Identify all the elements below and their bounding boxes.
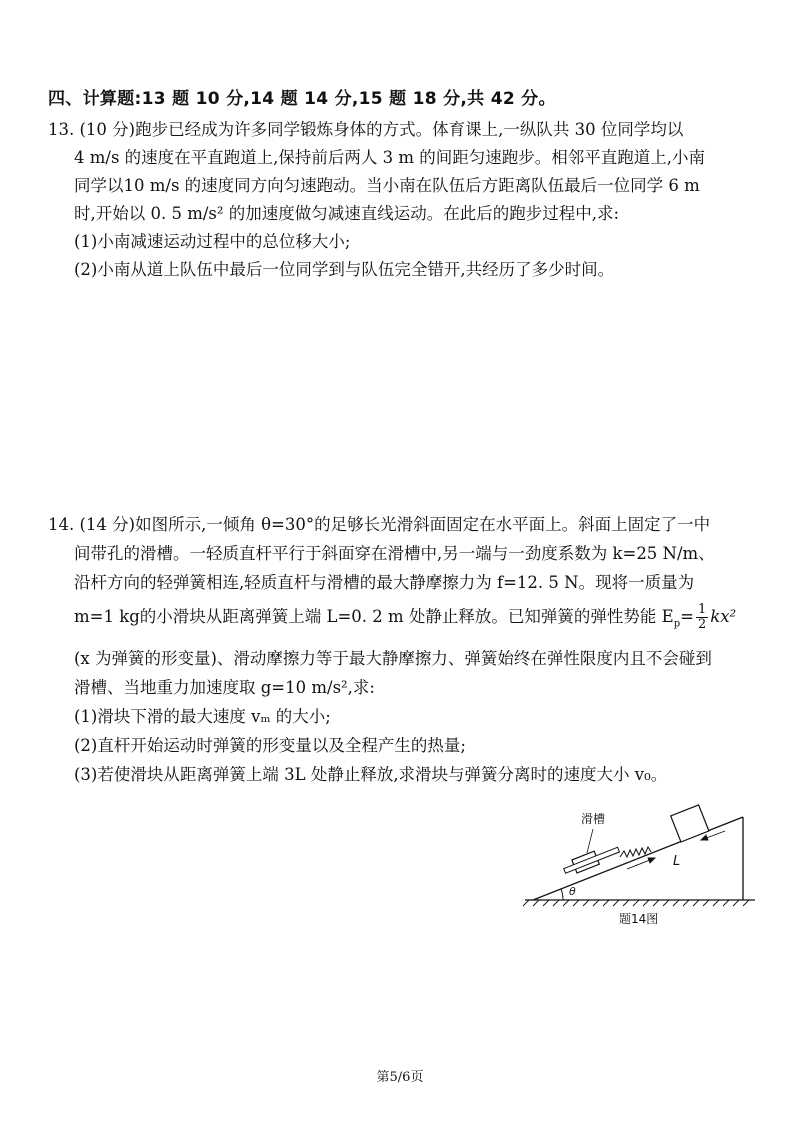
q13-line-3: 同学以10 m/s 的速度同方向匀速跑动。当小南在队伍后方距离队伍最后一位同学 6 m — [74, 176, 700, 195]
fraction-numerator: 1 — [697, 602, 707, 617]
angle-arc — [561, 889, 563, 900]
slot-leader-line — [587, 829, 593, 853]
q14-line-1: 14. (14 分)如图所示,一倾角 θ=30°的足够长光滑斜面固定在水平面上。斜面上固定了一中 — [48, 515, 711, 534]
fraction-denominator: 2 — [697, 617, 707, 632]
question-13 — [48, 116, 758, 284]
distance-L-label: L — [673, 854, 681, 869]
q14-ep-subscript: p — [673, 618, 681, 630]
slot-label: 滑槽 — [581, 812, 606, 826]
question-14 — [48, 510, 758, 789]
q13-subquestion-1: (1)小南减速运动过程中的总位移大小; — [74, 232, 351, 251]
q14-kx2: kx² — [710, 607, 737, 626]
q14-line-5: (x 为弹簧的形变量)、滑动摩擦力等于最大静摩擦力、弹簧始终在弹性限度内且不会碰到 — [74, 649, 712, 669]
q14-subquestion-1: (1)滑块下滑的最大速度 vₘ 的大小; — [74, 707, 331, 727]
q14-line-3: 沿杆方向的轻弹簧相连,轻质直杆与滑槽的最大静摩擦力为 f=12. 5 N。现将一质量为 — [74, 573, 695, 592]
q13-line-1: 13. (10 分)跑步已经成为许多同学锻炼身体的方式。体育课上,一纵队共 30 位同学均以 — [48, 120, 684, 139]
slider-block — [671, 805, 709, 842]
q14-line-4-text: m=1 kg的小滑块从距离弹簧上端 L=0. 2 m 处静止释放。已知弹簧的弹性势能 E — [74, 607, 674, 626]
page-footer: 第5/6页 — [376, 1070, 424, 1085]
q14-equals: = — [680, 607, 694, 626]
q14-fraction-half — [696, 603, 708, 632]
incline-surface — [533, 817, 743, 900]
section-title: 四、计算题:13 题 10 分,14 题 14 分,15 题 18 分,共 42 分。 — [48, 89, 556, 109]
q14-line-6: 滑槽、当地重力加速度取 g=10 m/s²,求: — [74, 678, 375, 698]
q14-subquestion-2: (2)直杆开始运动时弹簧的形变量以及全程产生的热量; — [74, 736, 466, 756]
q13-subquestion-2: (2)小南从道上队伍中最后一位同学到与队伍完全错开,共经历了多少时间。 — [74, 260, 615, 279]
figure-caption: 题14图 — [619, 912, 659, 926]
angle-theta-label: θ — [569, 885, 576, 898]
q14-subquestion-3: (3)若使滑块从距离弹簧上端 3L 处静止释放,求滑块与弹簧分离时的速度大小 v₀。 — [74, 765, 668, 785]
q14-line-4 — [48, 597, 758, 644]
q14-line-2: 间带孔的滑槽。一轻质直杆平行于斜面穿在滑槽中,另一端与一劲度系数为 k=25 N/m、 — [74, 544, 715, 563]
ground-hatching — [523, 900, 749, 906]
q13-line-2: 4 m/s 的速度在平直跑道上,保持前后两人 3 m 的间距匀速跑步。相邻平直跑道上,小南 — [74, 148, 706, 167]
incline-figure — [515, 795, 775, 935]
q13-line-4: 时,开始以 0. 5 m/s² 的加速度做匀减速直线运动。在此后的跑步过程中,求: — [74, 204, 620, 223]
